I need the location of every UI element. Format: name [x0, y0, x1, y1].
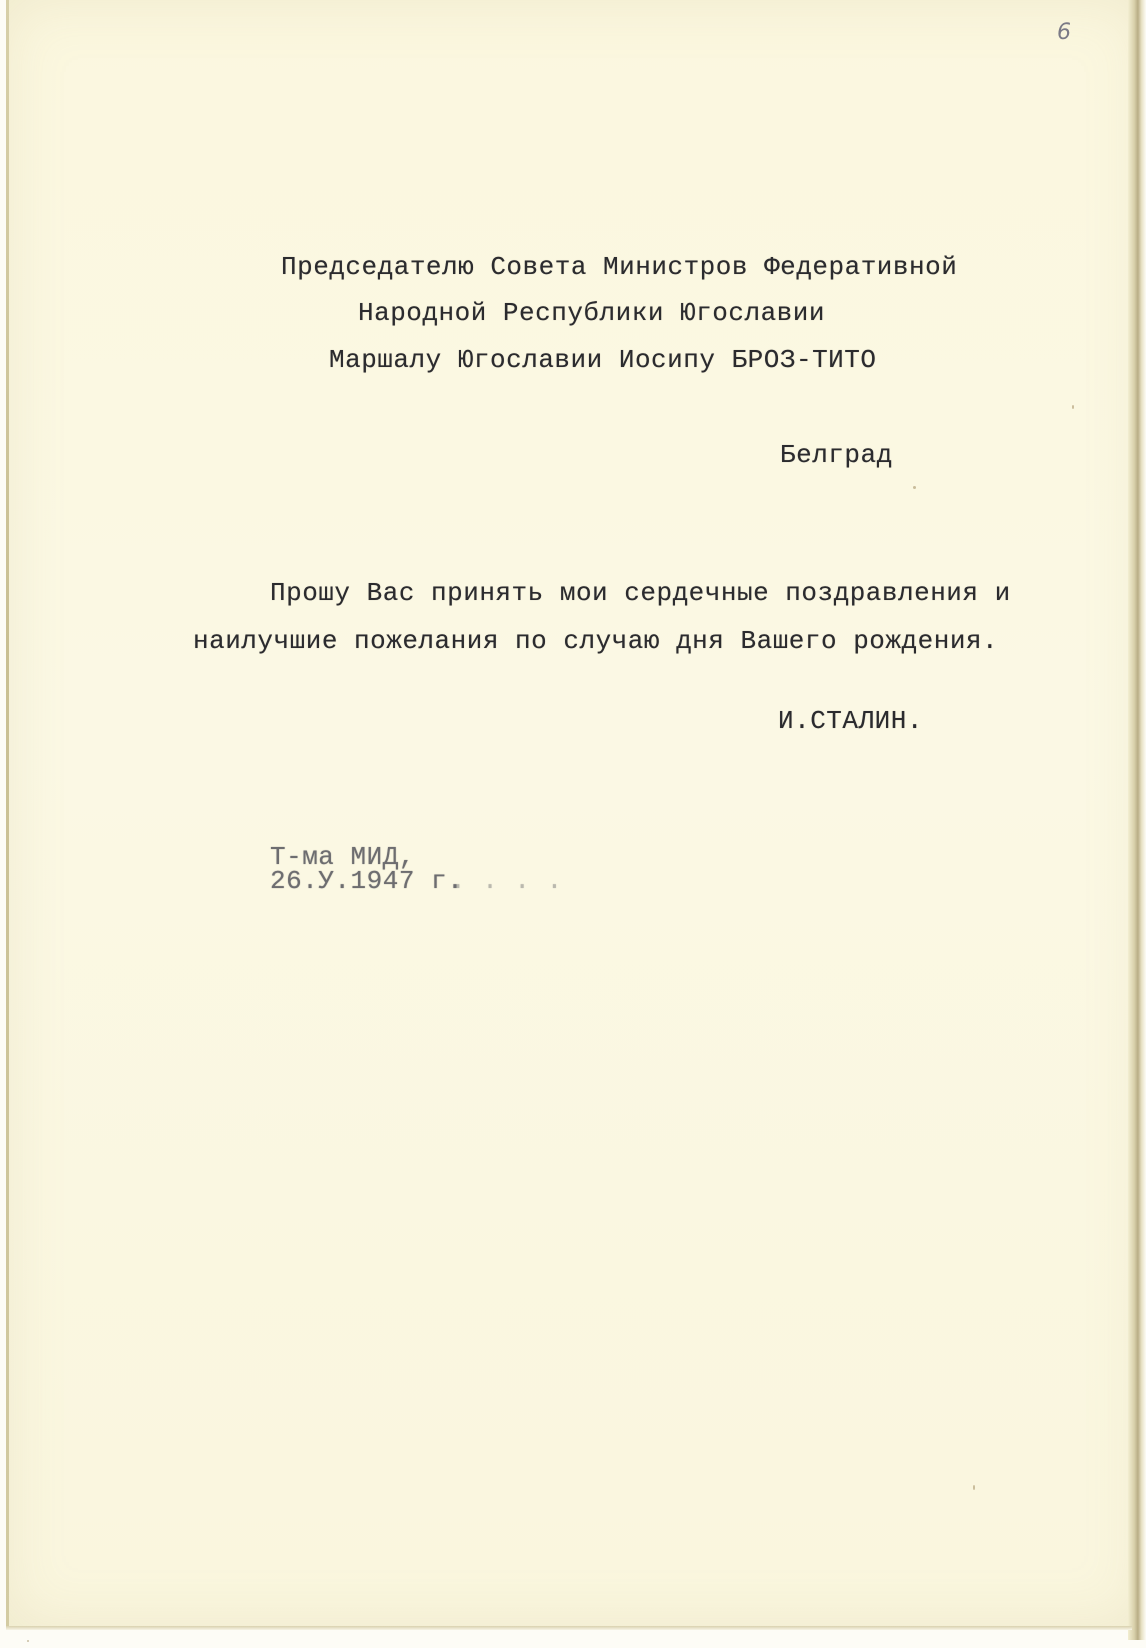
signature: И.СТАЛИН. — [778, 706, 923, 736]
addressee-line-3: Маршалу Югославии Иосипу БРОЗ-ТИТО — [329, 345, 877, 375]
footer-trailing-dots: . . . . — [450, 866, 563, 896]
paper-sheet — [6, 0, 1144, 1628]
footer-date: 26.У.1947 г. — [270, 866, 464, 896]
body-line-1: Прошу Вас принять мои сердечные поздравления и — [270, 578, 1011, 608]
page-number: 6 — [1057, 20, 1071, 45]
city: Белград — [780, 440, 893, 470]
paper-bottom-edge — [6, 1626, 1132, 1630]
paper-speck — [973, 1485, 975, 1490]
body-line-2: наилучшие пожелания по случаю дня Вашего рождения. — [193, 626, 999, 656]
paper-right-edge — [1128, 0, 1146, 1640]
paper-speck — [1072, 405, 1074, 409]
paper-speck — [27, 1640, 29, 1642]
footer-ministry: Т-ма МИД, — [270, 842, 415, 872]
paper-speck — [913, 486, 916, 489]
addressee-line-2: Народной Республики Югославии — [358, 298, 825, 328]
paper-left-edge — [6, 0, 9, 1628]
addressee-line-1: Председателю Совета Министров Федеративной — [281, 252, 958, 282]
